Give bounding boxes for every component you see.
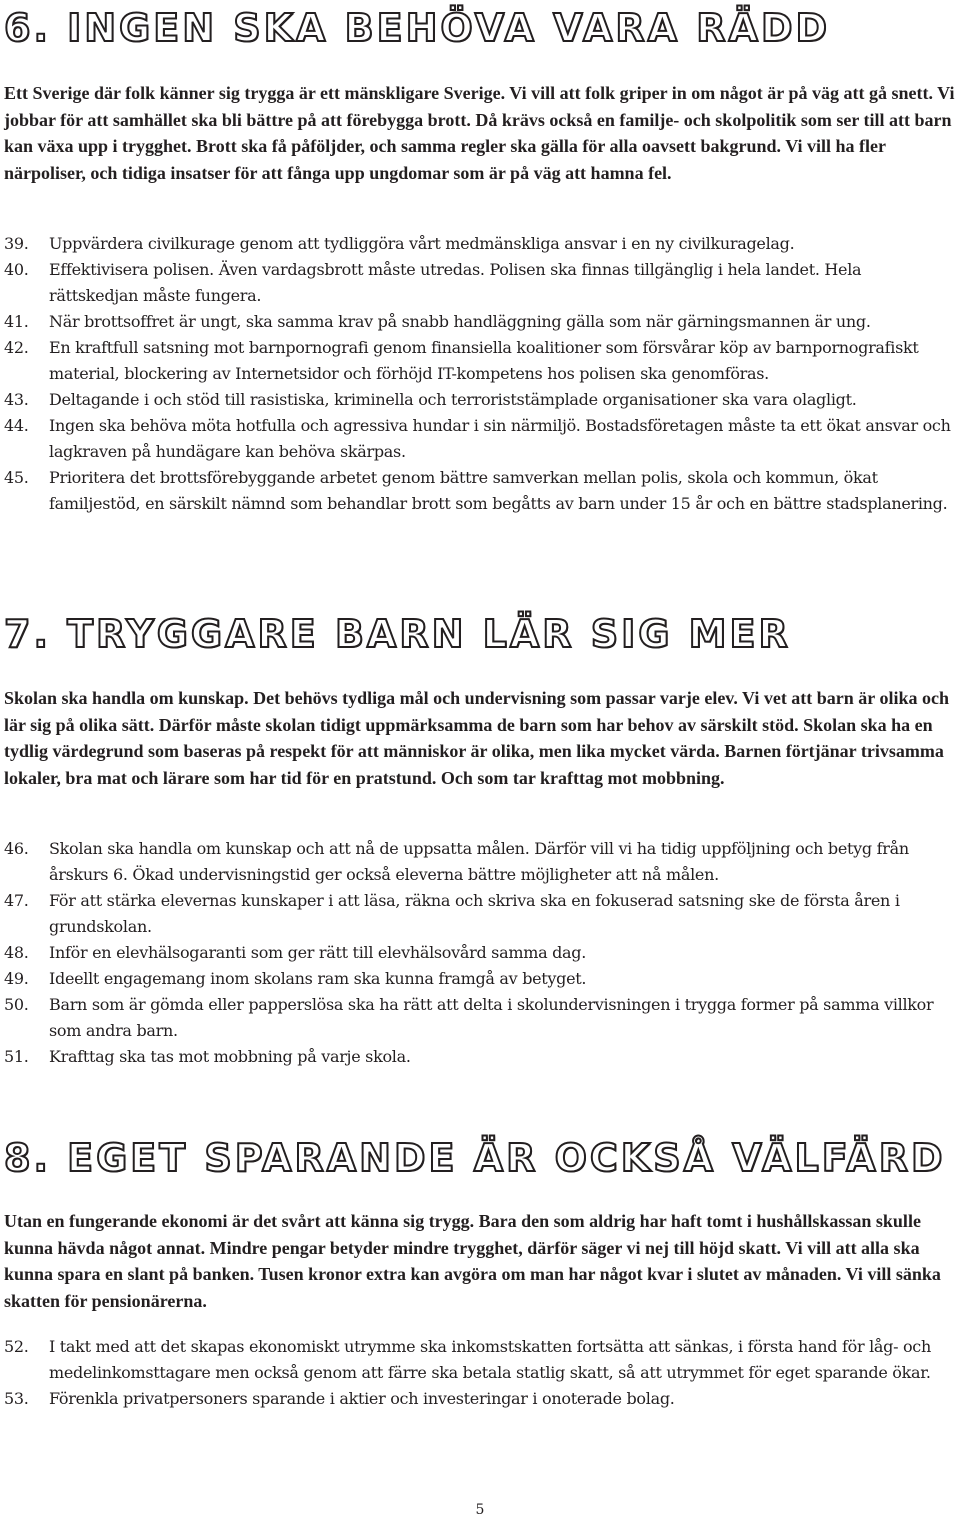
item-text: Inför en elevhälsogaranti som ger rätt till elevhälsovård samma dag. xyxy=(49,943,587,962)
item-number: 41. xyxy=(4,312,29,331)
list-item xyxy=(4,465,954,517)
item-text: En kraftfull satsning mot barnpornografi genom finansiella koalitioner som försvårar köp av barnpornografiskt material, blockering av Internetsidor och förhöjd IT-kompetens hos polisen ska genomföras. xyxy=(49,338,919,383)
section-6-heading: 6. INGEN SKA BEHÖVA VARA RÄDD xyxy=(4,6,831,50)
item-text: Ideellt engagemang inom skolans ram ska kunna framgå av betyget. xyxy=(49,969,587,988)
list-item xyxy=(4,309,954,335)
item-text: Barn som är gömda eller papperslösa ska ha rätt att delta i skolundervisningen i trygga former på samma villkor som andra barn. xyxy=(49,995,934,1040)
item-text: Deltagande i och stöd till rasistiska, kriminella och terroriststämplade organisationer ska vara olagligt. xyxy=(49,390,857,409)
list-item xyxy=(4,888,954,940)
list-item xyxy=(4,257,954,309)
section-8-intro: Utan en fungerande ekonomi är det svårt att känna sig trygg. Bara den som aldrig har haft tomt i hushållskassan skulle kunna hävda något annat. Mindre pengar betyder mindre trygghet, därför säger vi nej till höjd skatt. Vi vill att alla ska kunna spara en slant på banken. Tusen kronor extra kan avgöra om man har något kvar i slutet av månaden. Vi vill sänka skatten för pensionärerna. xyxy=(4,1211,941,1311)
item-text: Skolan ska handla om kunskap och att nå de uppsatta målen. Därför vill vi ha tidig uppföljning och betyg från årskurs 6. Ökad undervisningstid ger också eleverna bättre möjligheter att nå målen. xyxy=(49,839,909,884)
item-text: Prioritera det brottsförebyggande arbetet genom bättre samverkan mellan polis, skola och kommun, ökat familjestöd, en särskilt nämnd som behandlar brott som begåtts av barn under 15 år och en bättre stadsplanering. xyxy=(49,468,948,513)
item-number: 43. xyxy=(4,390,29,409)
item-number: 44. xyxy=(4,416,29,435)
list-item xyxy=(4,231,954,257)
list-item xyxy=(4,992,954,1044)
list-item xyxy=(4,1386,954,1412)
item-text: För att stärka elevernas kunskaper i att läsa, räkna och skriva ska en fokuserad satsning ske de första åren i grundskolan. xyxy=(49,891,900,936)
item-text: Förenkla privatpersoners sparande i aktier och investeringar i onoterade bolag. xyxy=(49,1389,675,1408)
item-number: 45. xyxy=(4,468,29,487)
section-8-heading: 8. EGET SPARANDE ÄR OCKSÅ VÄLFÄRD xyxy=(4,1136,946,1180)
list-item xyxy=(4,335,954,387)
list-item xyxy=(4,1334,954,1386)
list-item xyxy=(4,966,954,992)
page-number: 5 xyxy=(475,1502,485,1518)
item-number: 49. xyxy=(4,969,29,988)
list-item xyxy=(4,940,954,966)
section-6-intro: Ett Sverige där folk känner sig trygga är ett mänskligare Sverige. Vi vill att folk griper in om något är på väg att gå snett. Vi jobbar för att samhället ska bli bättre på att förebygga brott. Då krävs också en familje- och skolpolitik som ser till att barn kan växa upp i trygghet. Brott ska få påföljder, och samma regler ska gälla för alla oavsett bakgrund. Vi vill ha fler närpoliser, och tidiga insatser för att fånga upp ungdomar som är på väg att hamna fel. xyxy=(4,83,955,183)
item-number: 42. xyxy=(4,338,29,357)
item-number: 53. xyxy=(4,1389,29,1408)
section-7-heading: 7. TRYGGARE BARN LÄR SIG MER xyxy=(4,612,791,656)
section-7-intro: Skolan ska handla om kunskap. Det behövs tydliga mål och undervisning som passar varje elev. Vi vet att barn är olika och lär sig på olika sätt. Därför måste skolan tidigt uppmärksamma de barn som har behov av särskilt stöd. Skolan ska ha en tydlig värdegrund som baseras på respekt för att människor är olika, men lika mycket värda. Barnen förtjänar trivsamma lokaler, bra mat och lärare som har tid för en pratstund. Och som tar krafttag mot mobbning. xyxy=(4,688,949,788)
item-text: I takt med att det skapas ekonomiskt utrymme ska inkomstskatten fortsätta att sänkas, i första hand för låg- och medelinkomsttagare men också genom att färre ska betala statlig skatt, så att utrymmet för eget sparande ökar. xyxy=(49,1337,931,1382)
item-text: Ingen ska behöva möta hotfulla och agressiva hundar i sin närmiljö. Bostadsföretagen måste ta ett ökat ansvar och lagkraven på hundägare kan behöva skärpas. xyxy=(49,416,951,461)
item-number: 50. xyxy=(4,995,29,1014)
list-item xyxy=(4,1044,954,1070)
item-text: När brottsoffret är ungt, ska samma krav på snabb handläggning gälla som när gärningsmannen är ung. xyxy=(49,312,871,331)
section-7-list xyxy=(4,836,954,1070)
item-number: 40. xyxy=(4,260,29,279)
item-number: 46. xyxy=(4,839,29,858)
item-number: 52. xyxy=(4,1337,29,1356)
section-8-list xyxy=(4,1334,954,1412)
item-text: Effektivisera polisen. Även vardagsbrott måste utredas. Polisen ska finnas tillgänglig i hela landet. Hela rättskedjan måste fungera. xyxy=(49,260,862,305)
section-6-list xyxy=(4,231,954,517)
item-number: 48. xyxy=(4,943,29,962)
list-item xyxy=(4,387,954,413)
item-number: 47. xyxy=(4,891,29,910)
item-number: 51. xyxy=(4,1047,29,1066)
item-number: 39. xyxy=(4,234,29,253)
list-item xyxy=(4,836,954,888)
list-item xyxy=(4,413,954,465)
item-text: Krafttag ska tas mot mobbning på varje skola. xyxy=(49,1047,411,1066)
item-text: Uppvärdera civilkurage genom att tydliggöra vårt medmänskliga ansvar i en ny civilkuragelag. xyxy=(49,234,795,253)
